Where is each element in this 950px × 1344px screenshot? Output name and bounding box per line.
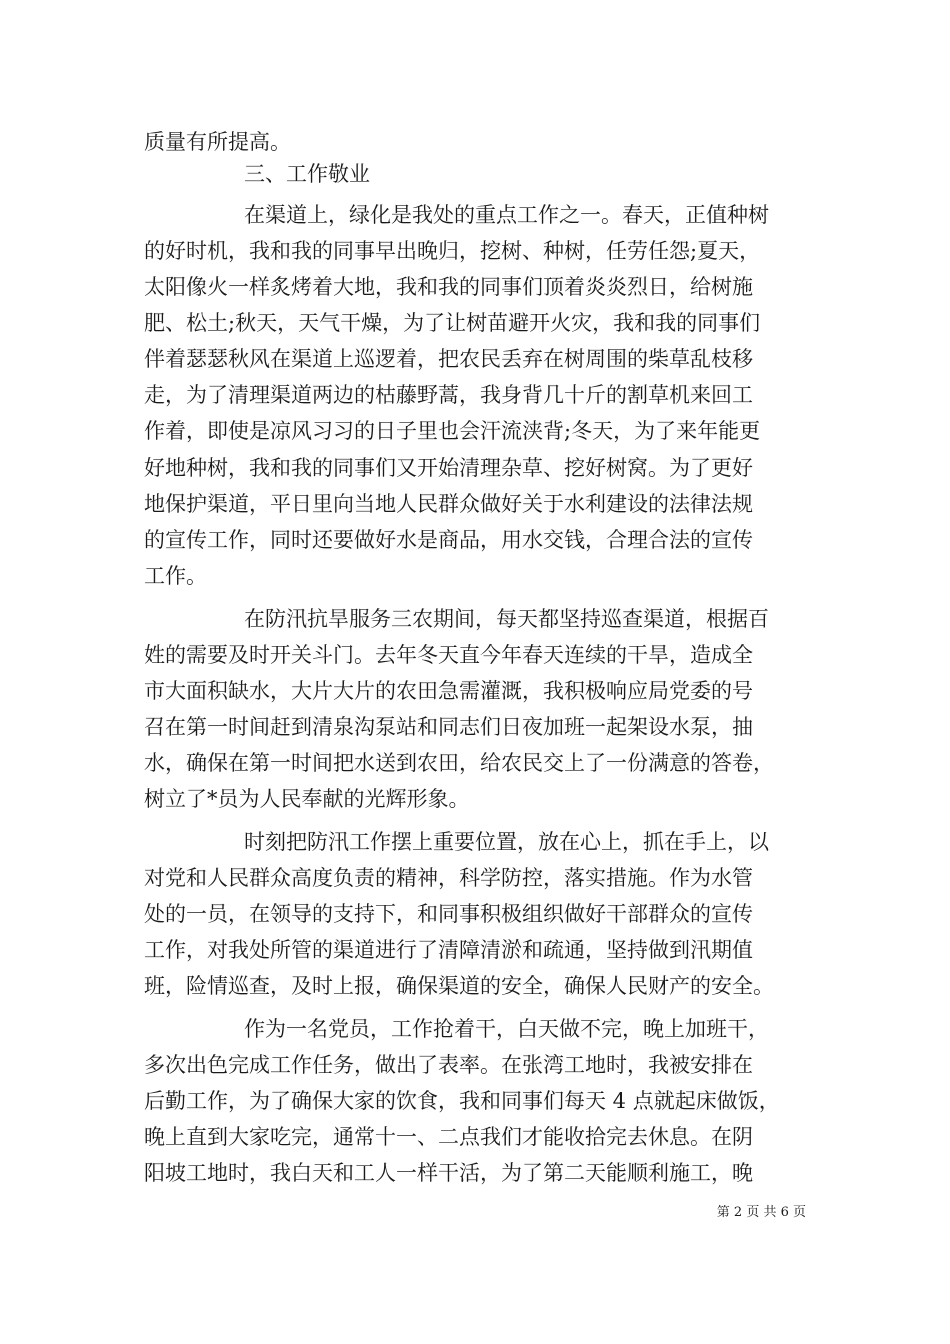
text-line: 树立了*员为人民奉献的光辉形象。 — [144, 787, 470, 811]
text-line: 阳坡工地时，我白天和工人一样干活，为了第二天能顺利施工，晚 — [144, 1161, 753, 1185]
text-line: 时刻把防汛工作摆上重要位置，放在心上，抓在手上，以 — [244, 830, 769, 854]
text-line: 的宣传工作，同时还要做好水是商品，用水交钱，合理合法的宣传 — [144, 528, 753, 552]
text-line: 姓的需要及时开关斗门。去年冬天直今年春天连续的干旱，造成全 — [144, 643, 753, 667]
text-line: 伴着瑟瑟秋风在渠道上巡逻着，把农民丢弃在树周围的柴草乱枝移 — [144, 347, 753, 371]
text-line: 后勤工作，为了确保大家的饮食，我和同事们每天 4 点就起床做饭， — [144, 1089, 780, 1113]
text-line: 走，为了清理渠道两边的枯藤野蒿，我身背几十斤的割草机来回工 — [144, 383, 753, 407]
text-line: 的好时机，我和我的同事早出晚归，挖树、种树，任劳任怨;夏天， — [144, 239, 761, 263]
text-line: 作着，即使是凉风习习的日子里也会汗流浃背;冬天，为了来年能更 — [144, 419, 761, 443]
text-line: 作为一名党员，工作抢着干，白天做不完，晚上加班干， — [244, 1017, 769, 1041]
text-line: 在渠道上，绿化是我处的重点工作之一。春天，正值种树 — [244, 203, 769, 227]
text-line: 水，确保在第一时间把水送到农田，给农民交上了一份满意的答卷， — [144, 751, 774, 775]
text-line: 肥、松土;秋天，天气干燥，为了让树苗避开火灾，我和我的同事们 — [144, 311, 761, 335]
text-line: 在防汛抗旱服务三农期间，每天都坚持巡查渠道，根据百 — [244, 607, 769, 631]
text-line: 质量有所提高。 — [144, 130, 291, 154]
text-line: 市大面积缺水，大片大片的农田急需灌溉，我积极响应局党委的号 — [144, 679, 753, 703]
section-heading: 三、工作敬业 — [244, 162, 370, 186]
text-line: 处的一员，在领导的支持下，和同事积极组织做好干部群众的宣传 — [144, 902, 753, 926]
text-line: 多次出色完成工作任务，做出了表率。在张湾工地时，我被安排在 — [144, 1053, 753, 1077]
text-line: 召在第一时间赶到清泉沟泵站和同志们日夜加班一起架设水泵，抽 — [144, 715, 753, 739]
text-line: 班，险情巡查，及时上报，确保渠道的安全，确保人民财产的安全。 — [144, 974, 774, 998]
text-line: 太阳像火一样炙烤着大地，我和我的同事们顶着炎炎烈日，给树施 — [144, 275, 753, 299]
text-line: 晚上直到大家吃完，通常十一、二点我们才能收拾完去休息。在阴 — [144, 1125, 753, 1149]
page-number: 第 2 页 共 6 页 — [716, 1205, 806, 1220]
text-line: 对党和人民群众高度负责的精神，科学防控，落实措施。作为水管 — [144, 866, 753, 890]
text-line: 工作。 — [144, 564, 207, 588]
text-line: 好地种树，我和我的同事们又开始清理杂草、挖好树窝。为了更好 — [144, 456, 753, 480]
text-line: 地保护渠道，平日里向当地人民群众做好关于水利建设的法律法规 — [144, 492, 753, 516]
text-line: 工作，对我处所管的渠道进行了清障清淤和疏通，坚持做到汛期值 — [144, 938, 753, 962]
